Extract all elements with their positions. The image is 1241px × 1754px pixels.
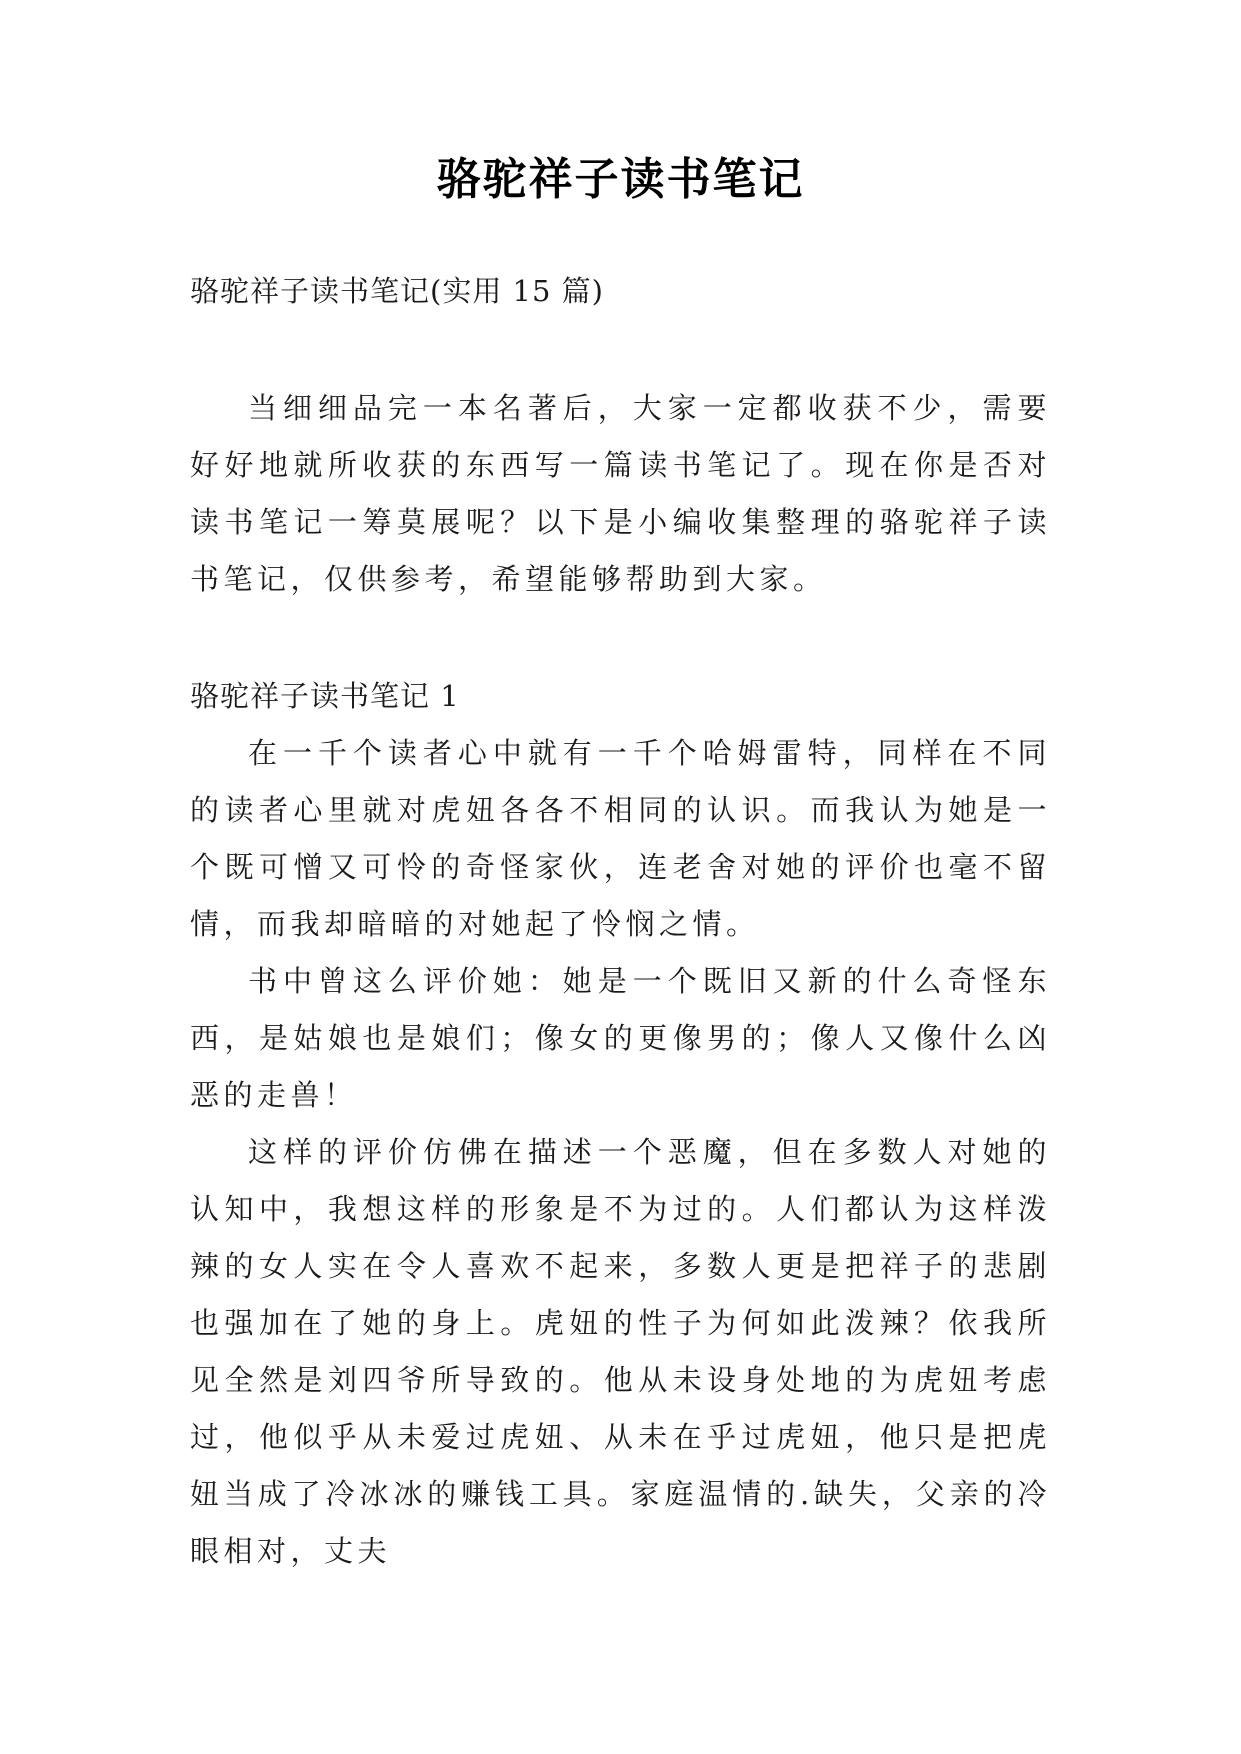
body-paragraph: 在一千个读者心中就有一千个哈姆雷特，同样在不同的读者心里就对虎妞各各不相同的认识。而我认为她是一个既可憎又可怜的奇怪家伙，连老舍对她的评价也毫不留情，而我却暗暗的对她起了怜悯之情。: [190, 736, 1051, 941]
body-paragraph: 这样的评价仿佛在描述一个恶魔，但在多数人对她的认知中，我想这样的形象是不为过的。人们都认为这样泼辣的女人实在令人喜欢不起来，多数人更是把祥子的悲剧也强加在了她的身上。虎妞的性子为何如此泼辣？依我所见全然是刘四爷所导致的。他从未设身处地的为虎妞考虑过，他似乎从未爱过虎妞、从未在乎过虎妞，他只是把虎妞当成了冷冰冰的赚钱工具。家庭温情的.缺失，父亲的冷眼相对，丈夫: [190, 1135, 1051, 1568]
body-paragraph: 书中曾这么评价她：她是一个既旧又新的什么奇怪东西，是姑娘也是娘们；像女的更像男的；像人又像什么凶恶的走兽！: [190, 964, 1051, 1112]
intro-paragraph: 当细细品完一本名著后，大家一定都收获不少，需要好好地就所收获的东西写一篇读书笔记了。现在你是否对读书笔记一筹莫展呢？以下是小编收集整理的骆驼祥子读书笔记，仅供参考，希望能够帮助到大家。: [190, 391, 1051, 596]
document-title: 骆驼祥子读书笔记: [436, 154, 805, 205]
document-body: [190, 263, 1051, 1580]
section-heading: 骆驼祥子读书笔记 1: [190, 679, 460, 713]
document-subtitle: 骆驼祥子读书笔记(实用 15 篇): [190, 274, 604, 308]
